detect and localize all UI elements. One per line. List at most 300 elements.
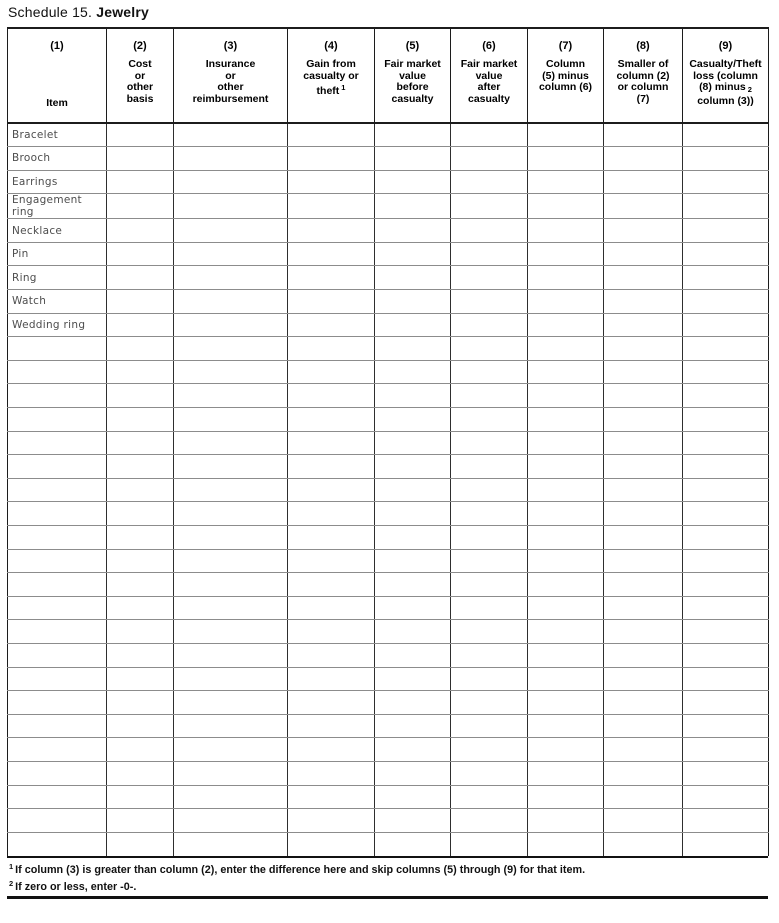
entry-cell: [451, 170, 528, 194]
entry-cell: [683, 832, 769, 856]
entry-cell: [107, 337, 174, 361]
item-label-cell: [8, 431, 107, 455]
entry-cell: [451, 478, 528, 502]
entry-cell: [683, 596, 769, 620]
entry-cell: [528, 714, 604, 738]
column-1-header: [8, 28, 107, 123]
entry-cell: [604, 761, 683, 785]
item-row: [8, 123, 769, 147]
entry-cell: [683, 242, 769, 266]
blank-row: [8, 478, 769, 502]
entry-cell: [683, 573, 769, 597]
item-label-cell: [8, 761, 107, 785]
column-3-header: [174, 28, 288, 123]
footnote-1-text: If column (3) is greater than column (2), enter the difference here and skip columns (5) through (9) for that item.: [15, 863, 586, 876]
entry-cell: [174, 549, 288, 573]
item-row: [8, 194, 769, 219]
blank-row: [8, 596, 769, 620]
entry-cell: [174, 337, 288, 361]
entry-cell: [528, 313, 604, 337]
entry-cell: [451, 691, 528, 715]
entry-cell: [174, 290, 288, 314]
entry-cell: [683, 785, 769, 809]
entry-cell: [604, 170, 683, 194]
item-label-cell: [8, 478, 107, 502]
entry-cell: [604, 219, 683, 243]
column-4-number: (4): [324, 40, 338, 52]
item-label-cell: Bracelet: [8, 123, 107, 147]
entry-cell: [604, 266, 683, 290]
entry-cell: [683, 360, 769, 384]
footnote-2: [7, 877, 768, 894]
entry-cell: [288, 573, 375, 597]
entry-cell: [528, 761, 604, 785]
entry-cell: [174, 266, 288, 290]
entry-cell: [604, 455, 683, 479]
entry-cell: [683, 714, 769, 738]
entry-cell: [375, 573, 451, 597]
entry-cell: [375, 431, 451, 455]
footnote-1-marker: 1: [9, 861, 14, 871]
entry-cell: [174, 194, 288, 219]
entry-cell: [451, 313, 528, 337]
entry-cell: [604, 290, 683, 314]
entry-cell: [683, 431, 769, 455]
entry-cell: [451, 738, 528, 762]
item-label-cell: [8, 360, 107, 384]
entry-cell: [451, 667, 528, 691]
entry-cell: [174, 360, 288, 384]
entry-cell: [107, 313, 174, 337]
entry-cell: [174, 431, 288, 455]
entry-cell: [375, 384, 451, 408]
entry-cell: [604, 384, 683, 408]
entry-cell: [528, 194, 604, 219]
column-3-number: (3): [223, 40, 238, 52]
entry-cell: [451, 266, 528, 290]
item-label-cell: Necklace: [8, 219, 107, 243]
entry-cell: [451, 290, 528, 314]
entry-cell: [375, 596, 451, 620]
item-row: [8, 266, 769, 290]
entry-cell: [528, 596, 604, 620]
entry-cell: [528, 643, 604, 667]
entry-cell: [528, 691, 604, 715]
entry-cell: [174, 502, 288, 526]
entry-cell: [528, 549, 604, 573]
entry-cell: [683, 266, 769, 290]
entry-cell: [288, 266, 375, 290]
entry-cell: [375, 313, 451, 337]
column-1-number: (1): [50, 40, 64, 52]
entry-cell: [683, 337, 769, 361]
entry-cell: [107, 455, 174, 479]
column-2-number: (2): [133, 40, 147, 52]
item-row: [8, 147, 769, 171]
entry-cell: [451, 761, 528, 785]
entry-cell: [451, 714, 528, 738]
entry-cell: [107, 526, 174, 550]
column-4-header: [288, 28, 375, 123]
entry-cell: [288, 242, 375, 266]
entry-cell: [288, 596, 375, 620]
entry-cell: [174, 620, 288, 644]
item-label-cell: [8, 809, 107, 833]
entry-cell: [604, 714, 683, 738]
entry-cell: [174, 596, 288, 620]
entry-cell: [375, 147, 451, 171]
entry-cell: [683, 408, 769, 432]
entry-cell: [107, 147, 174, 171]
entry-cell: [683, 667, 769, 691]
item-label-cell: Watch: [8, 290, 107, 314]
entry-cell: [528, 431, 604, 455]
entry-cell: [528, 832, 604, 856]
entry-cell: [288, 526, 375, 550]
entry-cell: [375, 242, 451, 266]
entry-cell: [288, 337, 375, 361]
entry-cell: [528, 667, 604, 691]
jewelry-worksheet-table: [7, 27, 769, 856]
entry-cell: [107, 408, 174, 432]
entry-cell: [604, 667, 683, 691]
entry-cell: [451, 526, 528, 550]
item-label-cell: Wedding ring: [8, 313, 107, 337]
footnotes: [7, 860, 768, 894]
entry-cell: [604, 147, 683, 171]
entry-cell: [451, 147, 528, 171]
table-header-row: [8, 28, 769, 123]
entry-cell: [683, 478, 769, 502]
blank-row: [8, 455, 769, 479]
entry-cell: [288, 219, 375, 243]
item-label-cell: [8, 738, 107, 762]
entry-cell: [683, 290, 769, 314]
entry-cell: [288, 170, 375, 194]
entry-cell: [375, 832, 451, 856]
entry-cell: [683, 620, 769, 644]
column-2-header: [107, 28, 174, 123]
entry-cell: [683, 526, 769, 550]
entry-cell: [375, 360, 451, 384]
entry-cell: [174, 714, 288, 738]
blank-row: [8, 526, 769, 550]
item-label-cell: Engagement ring: [8, 194, 107, 219]
entry-cell: [451, 123, 528, 147]
blank-row: [8, 667, 769, 691]
blank-row: [8, 761, 769, 785]
column-6-description: Fair market value after casualty: [460, 58, 518, 105]
blank-row: [8, 573, 769, 597]
entry-cell: [451, 455, 528, 479]
blank-row: [8, 408, 769, 432]
entry-cell: [107, 643, 174, 667]
entry-cell: [528, 242, 604, 266]
item-label-cell: [8, 643, 107, 667]
column-6-number: (6): [482, 40, 496, 52]
entry-cell: [375, 478, 451, 502]
entry-cell: [174, 219, 288, 243]
footnote-ref-2: 2: [747, 85, 752, 95]
entry-cell: [451, 620, 528, 644]
entry-cell: [375, 526, 451, 550]
entry-cell: [375, 219, 451, 243]
item-label-cell: Pin: [8, 242, 107, 266]
entry-cell: [604, 431, 683, 455]
blank-row: [8, 643, 769, 667]
entry-cell: [174, 526, 288, 550]
entry-cell: [107, 667, 174, 691]
entry-cell: [604, 573, 683, 597]
entry-cell: [288, 785, 375, 809]
entry-cell: [604, 123, 683, 147]
entry-cell: [604, 620, 683, 644]
entry-cell: [683, 194, 769, 219]
entry-cell: [107, 242, 174, 266]
entry-cell: [528, 478, 604, 502]
entry-cell: [107, 478, 174, 502]
entry-cell: [375, 170, 451, 194]
entry-cell: [604, 738, 683, 762]
entry-cell: [604, 337, 683, 361]
entry-cell: [451, 219, 528, 243]
entry-cell: [375, 714, 451, 738]
column-8-number: (8): [636, 40, 650, 52]
entry-cell: [107, 219, 174, 243]
entry-cell: [528, 266, 604, 290]
blank-row: [8, 431, 769, 455]
item-label-cell: [8, 549, 107, 573]
entry-cell: [107, 691, 174, 715]
entry-cell: [451, 643, 528, 667]
item-row: [8, 290, 769, 314]
entry-cell: [604, 643, 683, 667]
entry-cell: [683, 643, 769, 667]
entry-cell: [107, 620, 174, 644]
blank-row: [8, 360, 769, 384]
entry-cell: [174, 478, 288, 502]
entry-cell: [528, 526, 604, 550]
entry-cell: [174, 832, 288, 856]
entry-cell: [288, 123, 375, 147]
entry-cell: [451, 596, 528, 620]
entry-cell: [107, 809, 174, 833]
item-row: [8, 313, 769, 337]
entry-cell: [375, 643, 451, 667]
entry-cell: [451, 431, 528, 455]
blank-row: [8, 502, 769, 526]
page-bottom-rule: [7, 896, 768, 899]
column-9-description: Casualty/Theft loss (column (8) minus $_2$ column (3)): [689, 58, 762, 107]
entry-cell: [528, 455, 604, 479]
entry-cell: [375, 502, 451, 526]
column-3-description: Insurance or other reimbursement: [192, 58, 269, 105]
entry-cell: [107, 170, 174, 194]
entry-cell: [528, 147, 604, 171]
entry-cell: [174, 242, 288, 266]
table-bottom-rule: [7, 856, 768, 858]
entry-cell: [288, 194, 375, 219]
column-5-header: [375, 28, 451, 123]
entry-cell: [107, 360, 174, 384]
entry-cell: [451, 194, 528, 219]
schedule-name-label: Jewelry: [96, 4, 150, 20]
blank-row: [8, 620, 769, 644]
footnote-2-marker: 2: [9, 878, 14, 888]
entry-cell: [683, 809, 769, 833]
entry-cell: [107, 266, 174, 290]
item-label-cell: [8, 832, 107, 856]
entry-cell: [107, 123, 174, 147]
entry-cell: [683, 761, 769, 785]
column-5-description: Fair market value before casualty: [384, 58, 441, 105]
entry-cell: [174, 147, 288, 171]
column-1-description: Item: [46, 97, 68, 110]
entry-cell: [683, 123, 769, 147]
item-label-cell: [8, 455, 107, 479]
entry-cell: [604, 502, 683, 526]
entry-cell: [375, 194, 451, 219]
entry-cell: [528, 738, 604, 762]
entry-cell: [174, 408, 288, 432]
entry-cell: [528, 502, 604, 526]
column-6-header: [451, 28, 528, 123]
entry-cell: [451, 809, 528, 833]
entry-cell: [288, 360, 375, 384]
entry-cell: [288, 667, 375, 691]
entry-cell: [375, 408, 451, 432]
item-label-cell: [8, 337, 107, 361]
entry-cell: [451, 502, 528, 526]
item-label-cell: [8, 596, 107, 620]
entry-cell: [375, 809, 451, 833]
entry-cell: [107, 596, 174, 620]
footnote-1: [7, 860, 768, 877]
entry-cell: [375, 620, 451, 644]
entry-cell: [107, 290, 174, 314]
item-label-cell: [8, 667, 107, 691]
entry-cell: [604, 809, 683, 833]
entry-cell: [288, 714, 375, 738]
page-title: [8, 4, 779, 21]
entry-cell: [174, 455, 288, 479]
entry-cell: [174, 170, 288, 194]
entry-cell: [107, 194, 174, 219]
entry-cell: [604, 526, 683, 550]
entry-cell: [107, 761, 174, 785]
entry-cell: [288, 478, 375, 502]
entry-cell: [288, 738, 375, 762]
entry-cell: [375, 337, 451, 361]
entry-cell: [683, 219, 769, 243]
entry-cell: [528, 290, 604, 314]
entry-cell: [174, 761, 288, 785]
entry-cell: [528, 384, 604, 408]
entry-cell: [375, 785, 451, 809]
item-label-cell: [8, 620, 107, 644]
item-row: [8, 242, 769, 266]
column-7-description: Column (5) minus column (6): [538, 58, 593, 94]
entry-cell: [451, 360, 528, 384]
entry-cell: [288, 761, 375, 785]
entry-cell: [528, 170, 604, 194]
entry-cell: [451, 832, 528, 856]
entry-cell: [174, 809, 288, 833]
entry-cell: [604, 242, 683, 266]
column-4-description: Gain from casualty or theft $^1$: [303, 58, 359, 98]
entry-cell: [107, 549, 174, 573]
entry-cell: [174, 667, 288, 691]
entry-cell: [107, 502, 174, 526]
entry-cell: [528, 123, 604, 147]
column-5-number: (5): [405, 40, 420, 52]
entry-cell: [528, 360, 604, 384]
entry-cell: [528, 809, 604, 833]
item-label-cell: [8, 573, 107, 597]
entry-cell: [604, 194, 683, 219]
blank-row: [8, 549, 769, 573]
entry-cell: [683, 147, 769, 171]
column-7-number: (7): [558, 40, 573, 52]
column-2-description: Cost or other basis: [126, 58, 154, 105]
entry-cell: [683, 691, 769, 715]
blank-row: [8, 691, 769, 715]
column-9-number: (9): [718, 40, 733, 52]
item-label-cell: Brooch: [8, 147, 107, 171]
entry-cell: [174, 643, 288, 667]
entry-cell: [451, 573, 528, 597]
entry-cell: [288, 643, 375, 667]
entry-cell: [604, 478, 683, 502]
entry-cell: [174, 384, 288, 408]
entry-cell: [174, 573, 288, 597]
entry-cell: [288, 809, 375, 833]
entry-cell: [375, 290, 451, 314]
entry-cell: [288, 502, 375, 526]
entry-cell: [107, 431, 174, 455]
entry-cell: [528, 337, 604, 361]
entry-cell: [288, 455, 375, 479]
blank-row: [8, 832, 769, 856]
entry-cell: [604, 408, 683, 432]
entry-cell: [683, 170, 769, 194]
entry-cell: [451, 785, 528, 809]
entry-cell: [288, 147, 375, 171]
entry-cell: [451, 337, 528, 361]
entry-cell: [375, 266, 451, 290]
item-label-cell: Ring: [8, 266, 107, 290]
entry-cell: [288, 832, 375, 856]
entry-cell: [683, 455, 769, 479]
entry-cell: [375, 549, 451, 573]
entry-cell: [375, 455, 451, 479]
entry-cell: [683, 549, 769, 573]
item-label-cell: Earrings: [8, 170, 107, 194]
entry-cell: [604, 691, 683, 715]
schedule-number-label: Schedule 15.: [8, 4, 93, 20]
blank-row: [8, 809, 769, 833]
entry-cell: [288, 313, 375, 337]
entry-cell: [107, 832, 174, 856]
entry-cell: [288, 691, 375, 715]
entry-cell: [683, 313, 769, 337]
entry-cell: [288, 384, 375, 408]
entry-cell: [528, 785, 604, 809]
entry-cell: [451, 242, 528, 266]
entry-cell: [528, 620, 604, 644]
entry-cell: [288, 549, 375, 573]
item-label-cell: [8, 691, 107, 715]
